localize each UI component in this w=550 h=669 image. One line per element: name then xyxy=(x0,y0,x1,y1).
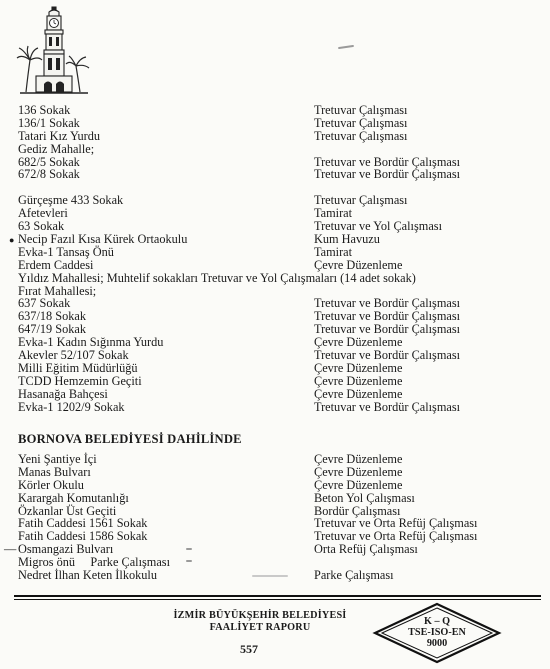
list-item: Yeni Şantiye İçi Çevre Düzenleme xyxy=(18,452,403,466)
page-number: 557 xyxy=(240,642,258,656)
list-item: Manas Bulvarı Çevre Düzenleme xyxy=(18,464,403,479)
list-item: Hasanağa Bahçesi Çevre Düzenleme xyxy=(18,386,403,401)
list-item: 63 Sokak Tretuvar ve Yol Çalışması xyxy=(18,219,442,234)
list-item: Evka-1 Tansaş Önü Tamirat xyxy=(18,244,353,259)
list-item: Afetevleri Tamirat xyxy=(18,206,353,221)
list-item: 647/19 Sokak Tretuvar ve Bordür Çalışması xyxy=(18,322,461,337)
cert-line2: TSE-ISO-EN xyxy=(408,627,466,638)
list-item: 637/18 Sokak Tretuvar ve Bordür Çalışması xyxy=(18,309,461,324)
footer-title-line2: FAALİYET RAPORU xyxy=(209,622,311,633)
clock-tower-icon xyxy=(14,4,94,96)
list-item: Fatih Caddesi 1561 Sokak Tretuvar ve Orta Refüj Çalışması xyxy=(18,516,478,531)
works-list xyxy=(9,103,543,414)
list-item: 637 Sokak Tretuvar ve Bordür Çalışması xyxy=(18,296,461,311)
list-item: Karargah Komutanlığı Beton Yol Çalışması xyxy=(18,490,415,505)
list-item: Milli Eğitim Müdürlüğü Çevre Düzenleme xyxy=(18,360,403,375)
list-item: ● Necip Fazıl Kısa Kürek Ortaokulu Kum Havuzu xyxy=(9,232,380,247)
list-item: 136/1 Sokak Tretuvar Çalışması xyxy=(18,115,408,130)
list-item: Migros önü Parke Çalışması xyxy=(18,555,170,570)
list-item: Erdem Caddesi Çevre Düzenleme xyxy=(18,257,403,272)
dash-mark: — xyxy=(4,542,17,557)
list-item: Gürçeşme 433 Sokak Tretuvar Çalışması xyxy=(18,193,408,208)
bullet-mark: ● xyxy=(9,235,15,246)
list-item: Gediz Mahalle; xyxy=(18,141,95,156)
list-item: Nedret İlhan Keten İlkokulu Parke Çalışması xyxy=(18,568,394,583)
list-item: Akevler 52/107 Sokak Tretuvar ve Bordür Çalışması xyxy=(18,348,461,363)
footer-title-line1: İZMİR BÜYÜKŞEHİR BELEDİYESİ xyxy=(173,610,347,621)
section-title: BORNOVA BELEDİYESİ DAHİLİNDE xyxy=(18,432,242,446)
certification-badge xyxy=(372,602,502,664)
footer-rule xyxy=(14,595,541,597)
list-item: 682/5 Sokak Tretuvar ve Bordür Çalışması xyxy=(18,154,461,169)
list-item: Özkanlar Üst Geçiti Bordür Çalışması xyxy=(18,503,401,518)
list-item: Körler Okulu Çevre Düzenleme xyxy=(18,477,403,492)
list-item: Tatari Kız Yurdu Tretuvar Çalışması xyxy=(18,128,408,143)
list-item: TCDD Hemzemin Geçiti Çevre Düzenleme xyxy=(18,373,403,388)
cert-line3: 9000 xyxy=(426,638,448,649)
list-item: 672/8 Sokak Tretuvar ve Bordür Çalışması xyxy=(18,167,461,182)
scan-speck xyxy=(338,45,354,49)
list-item: — Osmangazi Bulvarı Orta Refüj Çalışması xyxy=(4,542,418,557)
list-item: Fırat Mahallesi; xyxy=(18,283,97,298)
list-item: Fatih Caddesi 1586 Sokak Tretuvar ve Orta Refüj Çalışması xyxy=(18,529,478,544)
list-item: Yıldız Mahallesi; Muhtelif sokakları Tretuvar ve Yol Çalışmaları (14 adet sokak) xyxy=(18,270,416,285)
list-item: Evka-1 Kadın Sığınma Yurdu Çevre Düzenleme xyxy=(18,335,403,350)
cert-line1: K – Q xyxy=(423,616,451,627)
list-item: 136 Sokak Tretuvar Çalışması xyxy=(18,103,408,117)
bornova-works-list xyxy=(4,452,543,583)
footer-rule-thin xyxy=(14,599,541,600)
list-item: Evka-1 1202/9 Sokak Tretuvar ve Bordür Çalışması xyxy=(18,399,461,414)
